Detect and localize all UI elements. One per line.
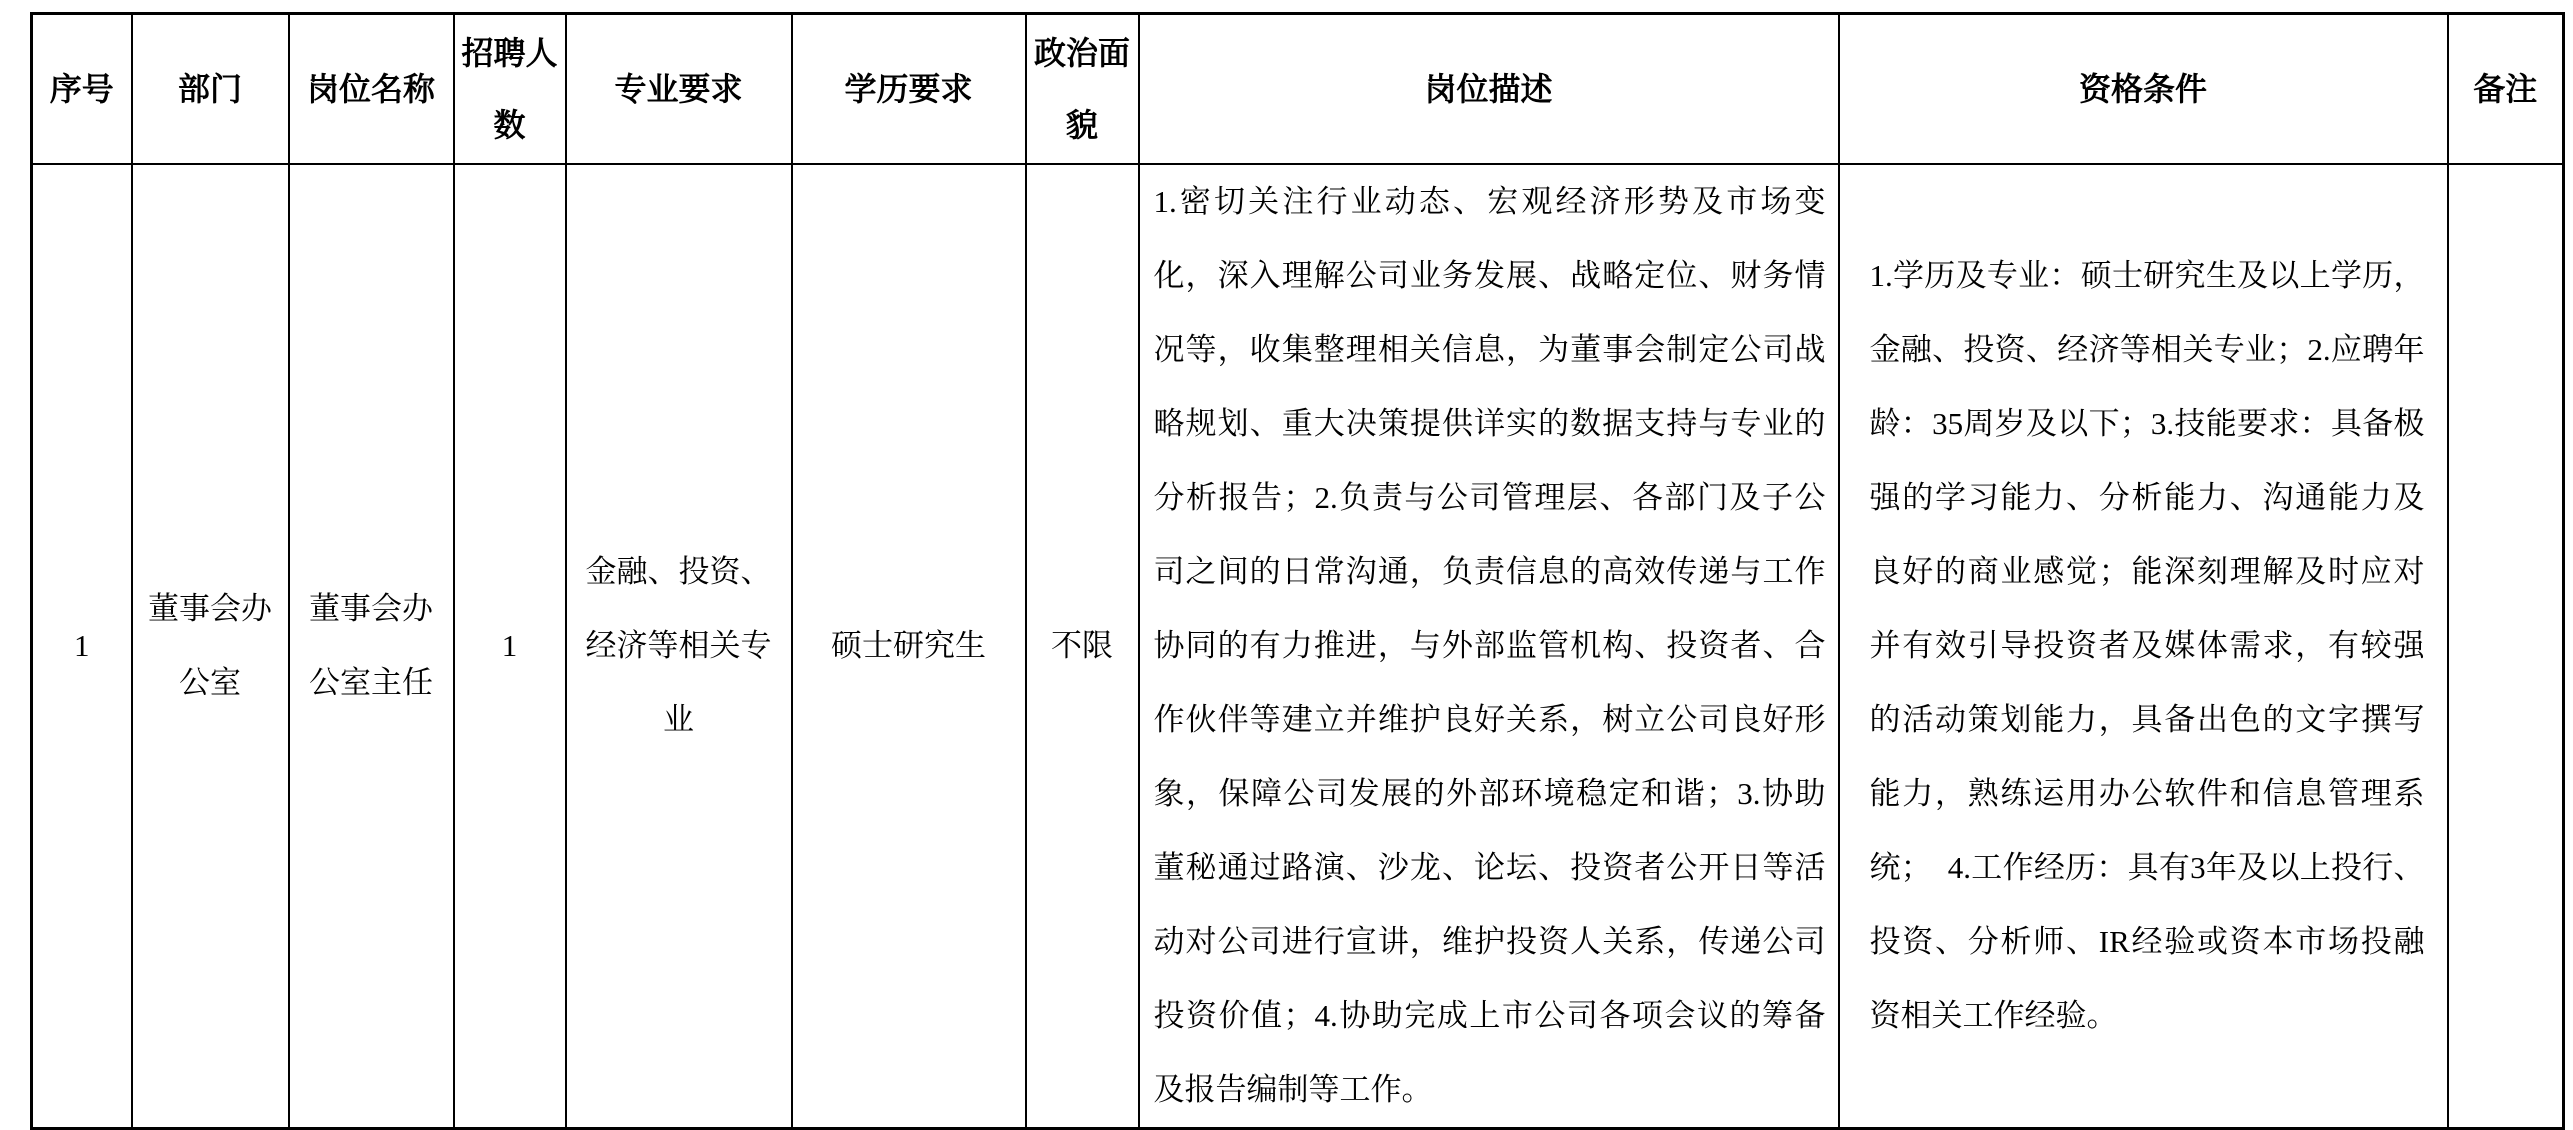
header-cell-qualifications: 资格条件 — [1839, 14, 2448, 164]
header-cell-position-name: 岗位名称 — [289, 14, 454, 164]
header-cell-headcount: 招聘人数 — [454, 14, 566, 164]
header-cell-serial-number: 序号 — [32, 14, 132, 164]
header-cell-job-description: 岗位描述 — [1139, 14, 1839, 164]
cell-job-description: 1.密切关注行业动态、宏观经济形势及市场变化，深入理解公司业务发展、战略定位、财务情况等，收集整理相关信息，为董事会制定公司战略规划、重大决策提供详实的数据支持与专业的分析报告；2.负责与公司管理层、各部门及子公司之间的日常沟通，负责信息的高效传递与工作协同的有力推进，与外部监管机构、投资者、合作伙伴等建立并维护良好关系，树立公司良好形象，保障公司发展的外部环境稳定和谐；3.协助董秘通过路演、沙龙、论坛、投资者公开日等活动对公司进行宣讲，维护投资人关系，传递公司投资价值；4.协助完成上市公司各项会议的筹备及报告编制等工作。 — [1139, 164, 1839, 1129]
header-cell-political-status: 政治面貌 — [1026, 14, 1139, 164]
cell-position-name: 董事会办公室主任 — [289, 164, 454, 1129]
cell-major-requirement: 金融、投资、经济等相关专业 — [566, 164, 792, 1129]
job-recruitment-table — [30, 12, 2565, 1130]
table-body — [32, 164, 2564, 1129]
cell-department: 董事会办公室 — [132, 164, 289, 1129]
header-cell-department: 部门 — [132, 14, 289, 164]
cell-remarks — [2448, 164, 2564, 1129]
header-cell-education-requirement: 学历要求 — [792, 14, 1026, 164]
header-cell-remarks: 备注 — [2448, 14, 2564, 164]
cell-education-requirement: 硕士研究生 — [792, 164, 1026, 1129]
table-row — [32, 164, 2564, 1129]
cell-headcount: 1 — [454, 164, 566, 1129]
table-header-row — [32, 14, 2564, 164]
cell-qualifications: 1.学历及专业：硕士研究生及以上学历，金融、投资、经济等相关专业；2.应聘年龄：35周岁及以下；3.技能要求：具备极强的学习能力、分析能力、沟通能力及良好的商业感觉；能深刻理解及时应对并有效引导投资者及媒体需求，有较强的活动策划能力，具备出色的文字撰写能力，熟练运用办公软件和信息管理系统； 4.工作经历：具有3年及以上投行、投资、分析师、IR经验或资本市场投融资相关工作经验。 — [1839, 164, 2448, 1129]
cell-political-status: 不限 — [1026, 164, 1139, 1129]
cell-serial-number: 1 — [32, 164, 132, 1129]
header-cell-major-requirement: 专业要求 — [566, 14, 792, 164]
